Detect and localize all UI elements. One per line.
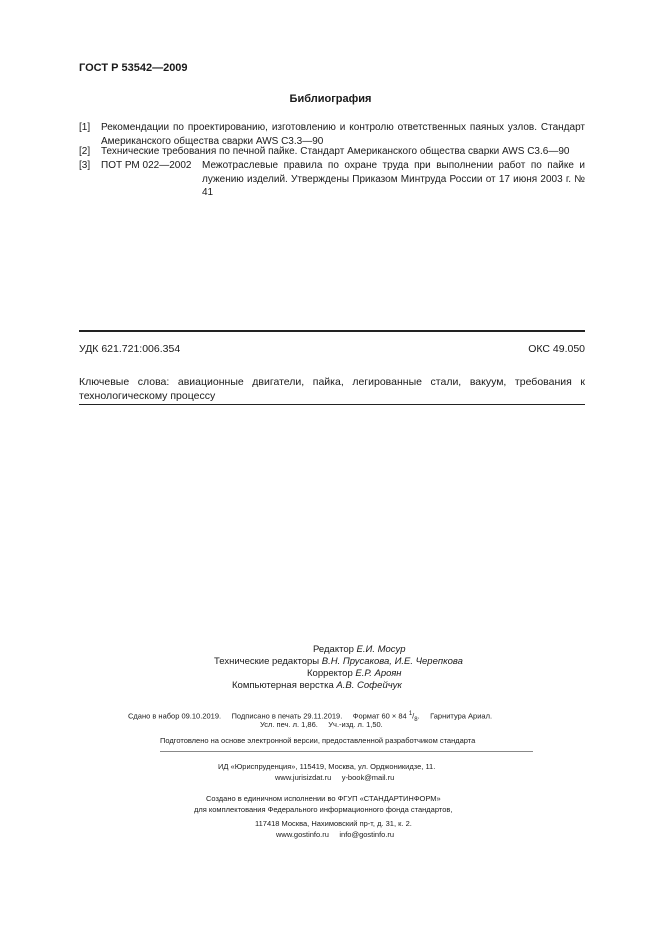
imprint-line-2 <box>260 720 383 730</box>
divider <box>79 330 585 332</box>
bibliography-item-text: Межотраслевые правила по охране труда при выполнении работ по пайке и лужению изделий. Утверждены Приказом Минтруда России от 17 июня 2003 г. № 41 <box>202 160 585 198</box>
bibliography-item-number: [3] <box>79 160 91 171</box>
imprint-typeface: Гарнитура Ариал. <box>430 711 493 721</box>
layout-credit <box>232 680 402 692</box>
publisher-2-contacts <box>276 830 394 840</box>
bibliography-title: Библиография <box>289 93 372 105</box>
publisher-2-line-2: для комплектования Федерального информационного фонда стандартов, <box>194 805 453 814</box>
imprint-prepared-note: Подготовлено на основе электронной версии, предоставленной разработчиком стандарта <box>160 736 476 745</box>
imprint-format: Формат 60 × 84 <box>352 711 407 721</box>
layout-name: А.В. Софейчук <box>336 680 402 691</box>
imprint-line-1: Сдано в набор 09.10.2019. Подписано в печать 29.11.2019. Формат 60 × 84 $^1/_8$. Гарнитура Ариал. <box>128 711 493 723</box>
imprint-format-denominator: 8 <box>414 717 418 723</box>
tech-editors-names: В.Н. Прусакова, И.Е. Черепкова <box>321 656 463 667</box>
divider <box>160 751 533 752</box>
bibliography-item <box>79 145 585 159</box>
tech-editors-credit <box>214 656 463 668</box>
corrector-name: Е.Р. Ароян <box>355 668 402 679</box>
corrector-credit <box>307 668 402 680</box>
publisher-2-line-1: Создано в единичном исполнении во ФГУП «СТАНДАРТИНФОРМ» <box>206 794 441 803</box>
bibliography-item <box>79 159 585 198</box>
imprint-format-numerator: 1 <box>408 711 413 717</box>
standard-header: ГОСТ Р 53542—2009 <box>79 62 188 74</box>
tech-editors-label: Технические редакторы <box>214 656 320 667</box>
publisher-1-contacts <box>275 773 394 783</box>
imprint-sign-date: Подписано в печать 29.11.2019. <box>231 711 343 721</box>
bibliography-item-code: ПОТ РМ 022—2002 <box>101 160 192 171</box>
imprint-set-date: Сдано в набор 09.10.2019. <box>128 711 222 721</box>
imprint-publisher-sheets: Уч.-изд. л. 1,50. <box>328 720 383 729</box>
publisher-2-line-3: 117418 Москва, Нахимовский пр-т, д. 31, к. 2. <box>255 819 412 828</box>
udc-code: УДК 621.721:006.354 <box>79 343 181 355</box>
keywords: Ключевые слова: авиационные двигатели, пайка, легированные стали, вакуум, требования к технологическому процессу <box>79 376 585 402</box>
bibliography-item-text: Технические требования по печной пайке. Стандарт Американского общества сварки AWS C3.6—90 <box>101 146 570 157</box>
corrector-label: Корректор <box>307 668 353 679</box>
editor-name: Е.И. Мосур <box>356 644 406 655</box>
editor-label: Редактор <box>313 644 354 655</box>
publisher-2-email: info@gostinfo.ru <box>339 830 395 839</box>
publisher-1-address: ИД «Юриспруденция», 115419, Москва, ул. Орджоникидзе, 11. <box>218 762 436 771</box>
oks-code: ОКС 49.050 <box>528 343 585 355</box>
layout-label: Компьютерная верстка <box>232 680 334 691</box>
imprint-format-period: . <box>417 711 420 721</box>
publisher-1-website: www.jurisizdat.ru <box>275 773 332 782</box>
publisher-2-website: www.gostinfo.ru <box>276 830 329 839</box>
publisher-1-email: y-book@mail.ru <box>341 773 395 782</box>
divider <box>79 404 585 405</box>
bibliography-item-text: Рекомендации по проектированию, изготовлению и контролю ответственных паяных узлов. Стандарт Американского общества сварки AWS C3.3—90 <box>101 122 585 147</box>
bibliography-item-number: [1] <box>79 122 91 133</box>
bibliography-item-number: [2] <box>79 146 91 157</box>
editor-credit <box>313 644 405 656</box>
imprint-print-sheets: Усл. печ. л. 1,86. <box>260 720 318 729</box>
